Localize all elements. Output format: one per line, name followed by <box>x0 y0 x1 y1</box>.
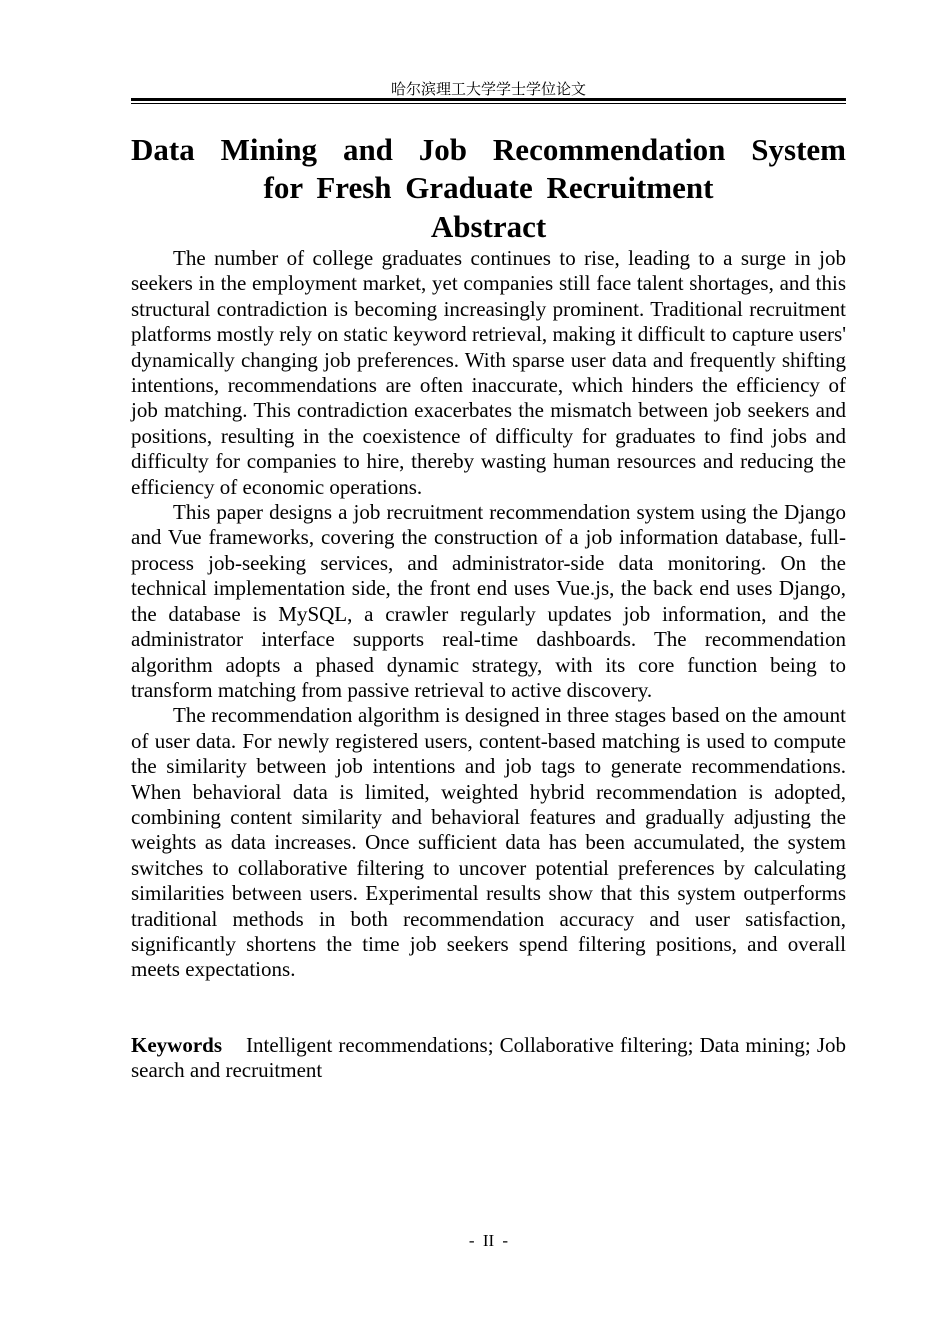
abstract-paragraph-2: This paper designs a job recruitment recommendation system using the Django and Vue frameworks, covering the construction of a job information database, full-process job-seeking services, and administrator-side data monitoring. On the technical implementation side, the front end uses Vue.js, the back end uses Django, the database is MySQL, a crawler regularly updates job information, and the administrator interface supports real-time dashboards. The recommendation algorithm adopts a phased dynamic strategy, with its core function being to transform matching from passive retrieval to active discovery. <box>131 500 846 702</box>
header-rule-thin <box>131 103 846 104</box>
running-header: 哈尔滨理工大学学士学位论文 <box>390 80 586 98</box>
paper-title-line-2: for Fresh Graduate Recruitment <box>263 170 714 205</box>
header-rule-thick <box>131 98 846 101</box>
abstract-paragraph-1: The number of college graduates continues to rise, leading to a surge in job seekers in the employment market, yet companies still face talent shortages, and this structural contradiction is becoming increasingly prominent. Traditional recruitment platforms mostly rely on static keyword retrieval, making it difficult to capture users' dynamically changing job preferences. With sparse user data and frequently shifting intentions, recommendations are often inaccurate, which hinders the efficiency of job matching. This contradiction exacerbates the mismatch between job seekers and positions, resulting in the coexistence of difficulty for graduates to find jobs and difficulty for companies to hire, thereby wasting human resources and reducing the efficiency of economic operations. <box>131 246 846 499</box>
paper-title-line-1: Data Mining and Job Recommendation System <box>131 132 846 167</box>
abstract-heading: Abstract <box>430 209 547 244</box>
paper-title <box>131 131 846 207</box>
keywords-label: Keywords <box>131 1033 222 1057</box>
page-number: - II - <box>468 1231 509 1250</box>
keywords-block <box>131 1033 846 1084</box>
keywords-text: Intelligent recommendations; Collaborative filtering; Data mining; Job search and recruitment <box>131 1033 846 1083</box>
abstract-body <box>131 246 846 983</box>
abstract-paragraph-3: The recommendation algorithm is designed in three stages based on the amount of user data. For newly registered users, content-based matching is used to compute the similarity between job intentions and job tags to generate recommendations. When behavioral data is limited, weighted hybrid recommendation is adopted, combining content similarity and behavioral features and gradually adjusting the weights as data increases. Once sufficient data has been accumulated, the system switches to collaborative filtering to uncover potential preferences by calculating similarities between users. Experimental results show that this system outperforms traditional methods in both recommendation accuracy and user satisfaction, significantly shortens the time job seekers spend filtering positions, and overall meets expectations. <box>131 703 846 982</box>
